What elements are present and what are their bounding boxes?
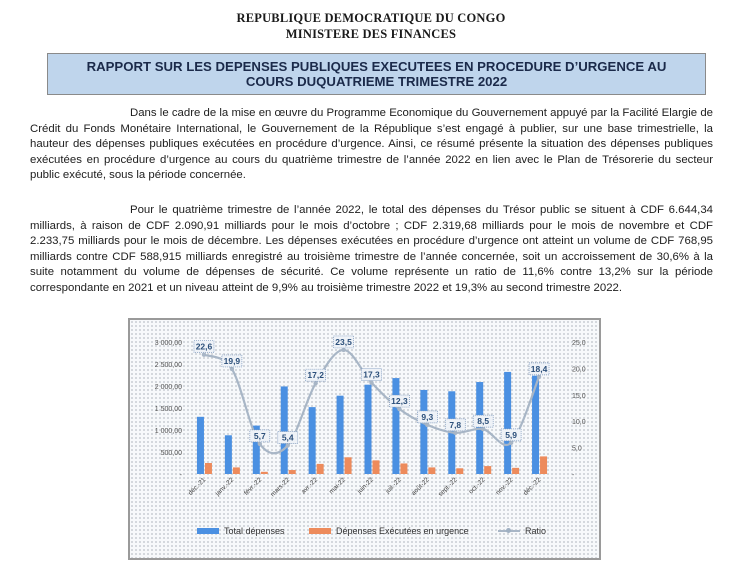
total-expense-bar — [365, 385, 372, 474]
urgent-expense-bar — [345, 457, 352, 474]
x-tick-label: janv.-22 — [214, 476, 236, 498]
x-tick-label: mai-22 — [327, 476, 347, 496]
total-expense-bar — [281, 386, 288, 474]
urgent-expense-bar — [428, 467, 435, 474]
ratio-point — [202, 352, 206, 356]
ratio-data-label: 9,3 — [421, 411, 434, 422]
urgent-expense-bar — [512, 468, 519, 474]
y-right-tick-label: 25,0 — [572, 340, 586, 347]
total-expense-bar — [392, 378, 399, 474]
y-left-tick-label: 1 000,00 — [154, 428, 182, 435]
total-expense-bar — [337, 396, 344, 474]
legend-ratio-swatch — [498, 530, 520, 532]
x-tick-label: juil.-22 — [384, 476, 403, 495]
ratio-point — [341, 348, 345, 352]
ratio-point — [481, 427, 485, 431]
ratio-point — [313, 381, 317, 385]
ratio-data-label: 22,6 — [195, 341, 213, 352]
ratio-data-label: 5,7 — [253, 430, 266, 441]
legend-urgent — [309, 526, 469, 536]
ratio-point — [369, 380, 373, 384]
legend-urgent-swatch — [309, 528, 331, 534]
ratio-point — [258, 442, 262, 446]
x-tick-label: déc.-22 — [522, 476, 543, 497]
urgent-expense-bar — [456, 468, 463, 474]
ratio-data-label: 7,8 — [449, 419, 462, 430]
ratio-data-label: 17,2 — [307, 370, 324, 381]
ratio-point — [425, 423, 429, 427]
y-right-tick-label: 20,0 — [572, 366, 586, 374]
x-tick-label: mars-22 — [269, 476, 292, 499]
x-tick-label: sept.-22 — [437, 476, 459, 499]
urgent-expense-bar — [484, 466, 491, 474]
ratio-data-label: 17,3 — [363, 369, 380, 380]
x-tick-label: juin-22 — [356, 476, 375, 496]
x-tick-label: févr.-22 — [242, 476, 264, 497]
y-left-tick-label: 2 500,00 — [154, 362, 182, 369]
header-country: REPUBLIQUE DEMOCRATIQUE DU CONGO — [236, 11, 506, 25]
y-right-tick-label: 5,0 — [572, 445, 582, 453]
ratio-point — [537, 375, 541, 379]
x-tick-label: nov.-22 — [494, 476, 515, 497]
report-title-line1: RAPPORT SUR LES DEPENSES PUBLIQUES EXECUTEES EN PROCEDURE D’URGENCE AU — [86, 59, 667, 74]
total-expense-bar — [197, 417, 204, 474]
legend-urgent-label: Dépenses Exécutées en urgence — [336, 526, 469, 536]
total-expense-bar — [309, 407, 316, 474]
legend-total — [197, 526, 285, 536]
urgent-expense-bar — [373, 460, 380, 474]
y-left-tick-label: 500,00 — [160, 450, 182, 457]
ratio-point — [286, 443, 290, 447]
ratio-point — [230, 367, 234, 371]
paragraph-q4-summary: Pour le quatrième trimestre de l’année 2022, le total des dépenses du Trésor public se situent à CDF 6.644,34 milliards, à raison de CDF 2.090,91 milliards pour le mois d’octobre ; CDF 2.319,68 milliards pour le mois de novembre et CDF 2.233,75 milliards pour le mois de décembre. Les dépenses exécutées en procédure d’urgence ont atteint un volume de CDF 768,95 milliards contre CDF 588,915 milliards enregistré au troisième trimestre de l’année concernée, soit un accroissement de 30,6% à la suite notamment du volume de dépenses de sécurité. Ce volume représente un ratio de 11,6% contre 13,2% sur la période correspondante en 2021 et un niveau atteint de 9,9% au troisième trimestre 2022 et 19,3% au second trimestre 2022. — [30, 204, 713, 294]
total-expense-bar — [504, 372, 511, 474]
urgent-expense-bar — [233, 467, 240, 474]
ratio-data-label: 8,5 — [477, 416, 490, 427]
header-ministry: MINISTERE DES FINANCES — [285, 27, 457, 41]
ratio-data-label: 19,9 — [223, 355, 241, 366]
y-left-tick-label: - — [179, 472, 182, 479]
legend-ratio — [498, 526, 546, 536]
x-tick-label: août-22 — [410, 476, 431, 498]
total-expense-bar — [225, 435, 232, 474]
urgent-expense-bar — [540, 456, 547, 474]
ratio-data-label: 5,9 — [505, 429, 518, 440]
x-tick-label: déc.-21 — [187, 476, 208, 497]
ratio-data-label: 18,4 — [530, 363, 548, 374]
y-right-tick-label: - — [572, 472, 575, 479]
urgent-expense-bar — [317, 464, 324, 474]
legend-total-swatch — [197, 528, 219, 534]
y-left-tick-label: 3 000,00 — [154, 340, 182, 347]
report-title-line2: COURS DUQUATRIEME TRIMESTRE 2022 — [245, 74, 508, 89]
total-expense-bar — [420, 390, 427, 474]
ratio-data-label: 12,3 — [391, 396, 408, 407]
urgent-expense-bar — [400, 463, 407, 474]
legend-ratio-label: Ratio — [525, 526, 547, 536]
urgent-expense-bar — [205, 463, 212, 474]
ratio-point — [509, 441, 513, 445]
ratio-data-label: 5,4 — [281, 432, 294, 443]
urgent-expense-bar — [261, 472, 268, 474]
y-left-tick-label: 1 500,00 — [154, 406, 182, 413]
x-tick-label: oct.-22 — [467, 476, 487, 496]
ratio-point — [453, 431, 457, 435]
x-tick-label: avr.-22 — [300, 476, 320, 496]
y-right-tick-label: 15,0 — [572, 392, 586, 400]
ratio-data-label: 23,5 — [335, 336, 352, 347]
urgent-expense-bar — [289, 470, 296, 474]
y-right-tick-label: 10,0 — [572, 419, 586, 427]
paragraph-intro: Dans le cadre de la mise en œuvre du Programme Economique du Gouvernement appuyé par la Facilité Elargie de Crédit du Fonds Monétaire International, le Gouvernement de la République s’est engagé à publier, sur une base trimestrielle, la hauteur des dépenses publiques exécutées en procédure d’urgence. Ainsi, ce résumé présente la situation des dépenses publiques exécutées en procédure d’urgence au cours du quatrième trimestre de l’année 2022 en lien avec le Plan de Trésorerie du secteur public exécuté, sous la période concernée. — [30, 107, 713, 182]
ratio-point — [397, 407, 401, 411]
y-left-tick-label: 2 000,00 — [154, 384, 182, 391]
legend-total-label: Total dépenses — [224, 526, 285, 536]
